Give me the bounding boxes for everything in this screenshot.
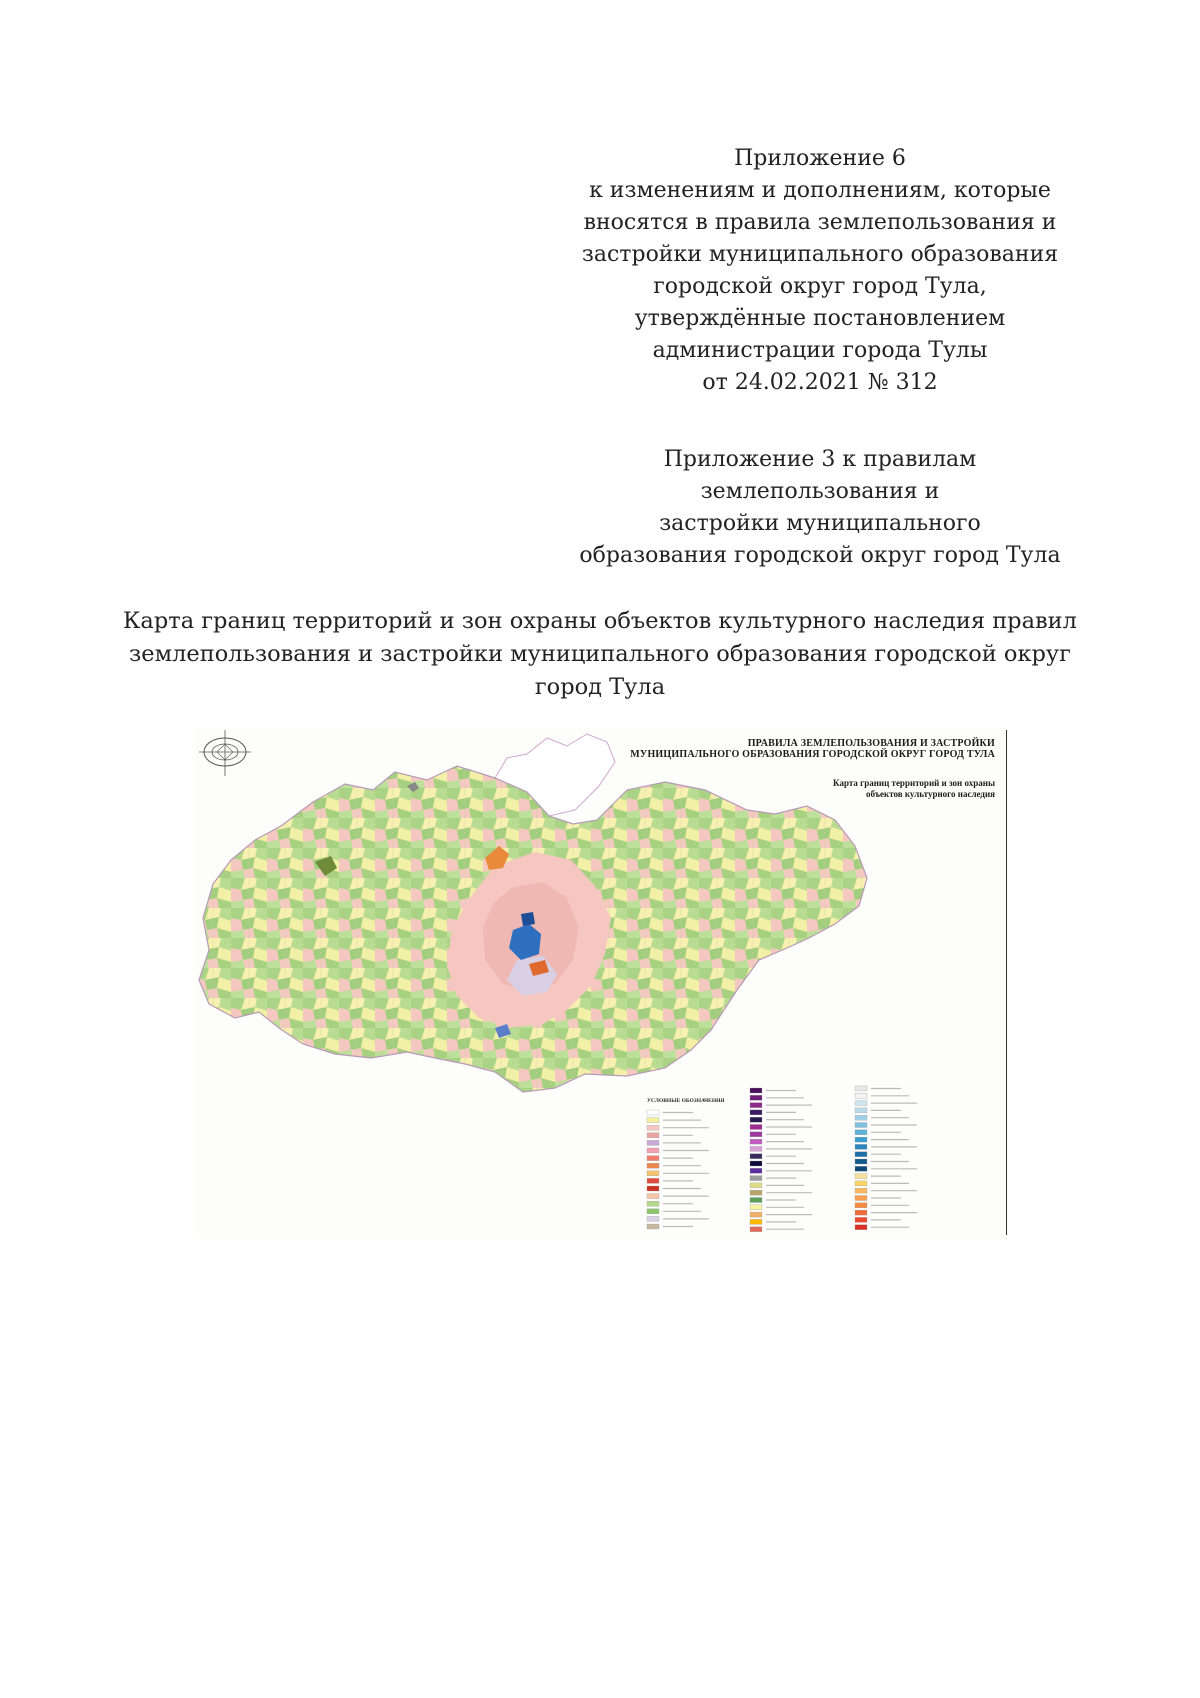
- legend-swatch: [647, 1163, 659, 1168]
- legend-swatch: [647, 1194, 659, 1199]
- legend-swatch: [750, 1190, 762, 1195]
- legend-swatch: [855, 1144, 867, 1149]
- legend-swatch: [647, 1171, 659, 1176]
- appendix-6-line: от 24.02.2021 № 312: [702, 370, 938, 395]
- legend-swatch: [855, 1217, 867, 1222]
- legend-swatch: [647, 1110, 659, 1115]
- legend-swatch: [855, 1210, 867, 1215]
- legend-swatch: [855, 1181, 867, 1186]
- legend-swatch: [647, 1118, 659, 1123]
- legend-swatch: [647, 1216, 659, 1221]
- appendix-6-note: [560, 143, 1080, 399]
- zoning-map: [195, 728, 1010, 1238]
- legend-swatch: [855, 1196, 867, 1201]
- legend-swatch: [750, 1212, 762, 1217]
- legend-swatch: [750, 1168, 762, 1173]
- legend-swatch: [647, 1224, 659, 1229]
- legend-swatch: [750, 1161, 762, 1166]
- legend-swatch: [750, 1205, 762, 1210]
- legend-column: [750, 1088, 812, 1232]
- legend-swatch: [647, 1186, 659, 1191]
- legend-swatch: [855, 1203, 867, 1208]
- map-territory: [195, 728, 1010, 1238]
- legend-swatch: [855, 1174, 867, 1179]
- legend-swatch: [855, 1086, 867, 1091]
- legend-column: [855, 1086, 917, 1230]
- appendix-6-line: администрации города Тулы: [652, 338, 988, 363]
- legend-swatch: [647, 1156, 659, 1161]
- legend-swatch: [647, 1178, 659, 1183]
- legend-swatch: [647, 1125, 659, 1130]
- document-title-line: землепользования и застройки муниципального образования городской округ: [129, 641, 1071, 667]
- document-title-line: город Тула: [534, 674, 666, 700]
- legend-swatch: [855, 1123, 867, 1128]
- legend-swatch: [855, 1166, 867, 1171]
- legend-swatch: [855, 1115, 867, 1120]
- legend-swatch: [750, 1088, 762, 1093]
- legend-swatch: [750, 1125, 762, 1130]
- legend-swatch: [855, 1152, 867, 1157]
- legend-swatch: [750, 1095, 762, 1100]
- legend-swatch: [855, 1108, 867, 1113]
- legend-swatch: [855, 1225, 867, 1230]
- legend-swatch: [750, 1154, 762, 1159]
- legend-swatch: [647, 1209, 659, 1214]
- legend-swatch: [855, 1101, 867, 1106]
- appendix-6-line: вносятся в правила землепользования и: [583, 210, 1057, 235]
- map-header-line: МУНИЦИПАЛЬНОГО ОБРАЗОВАНИЯ ГОРОДСКОЙ ОКРУГ ГОРОД ТУЛА: [630, 749, 995, 760]
- document-title: [80, 605, 1120, 704]
- legend-swatch: [855, 1130, 867, 1135]
- map-header-line: ПРАВИЛА ЗЕМЛЕПОЛЬЗОВАНИЯ И ЗАСТРОЙКИ: [747, 738, 995, 749]
- legend-swatch: [750, 1146, 762, 1151]
- appendix-3-line: застройки муниципального: [659, 511, 981, 536]
- appendix-3-note: [560, 444, 1080, 572]
- appendix-3-line: землепользования и: [700, 479, 940, 504]
- legend-swatch: [750, 1219, 762, 1224]
- legend-column: [647, 1098, 724, 1229]
- document-title-line: Карта границ территорий и зон охраны объектов культурного наследия правил: [123, 608, 1077, 634]
- appendix-6-line: застройки муниципального образования: [581, 242, 1059, 267]
- appendix-3-line: образования городской округ город Тула: [579, 543, 1061, 568]
- map-subtitle-line: объектов культурного наследия: [865, 789, 995, 799]
- legend-swatch: [855, 1093, 867, 1098]
- legend-swatch: [855, 1159, 867, 1164]
- legend-swatch: [647, 1148, 659, 1153]
- legend-title: УСЛОВНЫЕ ОБОЗНАЧЕНИЯ: [647, 1098, 725, 1104]
- legend-swatch: [647, 1201, 659, 1206]
- legend-swatch: [647, 1140, 659, 1145]
- appendix-6-line: утверждённые постановлением: [634, 306, 1006, 331]
- legend-swatch: [750, 1132, 762, 1137]
- appendix-6-line: к изменениям и дополнениям, которые: [589, 178, 1051, 203]
- legend-swatch: [647, 1133, 659, 1138]
- legend-swatch: [750, 1227, 762, 1232]
- legend-swatch: [750, 1139, 762, 1144]
- legend-swatch: [750, 1183, 762, 1188]
- appendix-3-line: Приложение 3 к правилам: [663, 447, 977, 472]
- appendix-6-line: городской округ город Тула,: [653, 274, 987, 299]
- map-subtitle-line: Карта границ территорий и зон охраны: [833, 778, 995, 788]
- legend-swatch: [750, 1176, 762, 1181]
- legend-swatch: [750, 1110, 762, 1115]
- legend-swatch: [855, 1137, 867, 1142]
- legend-swatch: [855, 1188, 867, 1193]
- legend-swatch: [750, 1117, 762, 1122]
- legend-swatch: [750, 1103, 762, 1108]
- legend-swatch: [750, 1198, 762, 1203]
- appendix-6-line: Приложение 6: [734, 146, 906, 171]
